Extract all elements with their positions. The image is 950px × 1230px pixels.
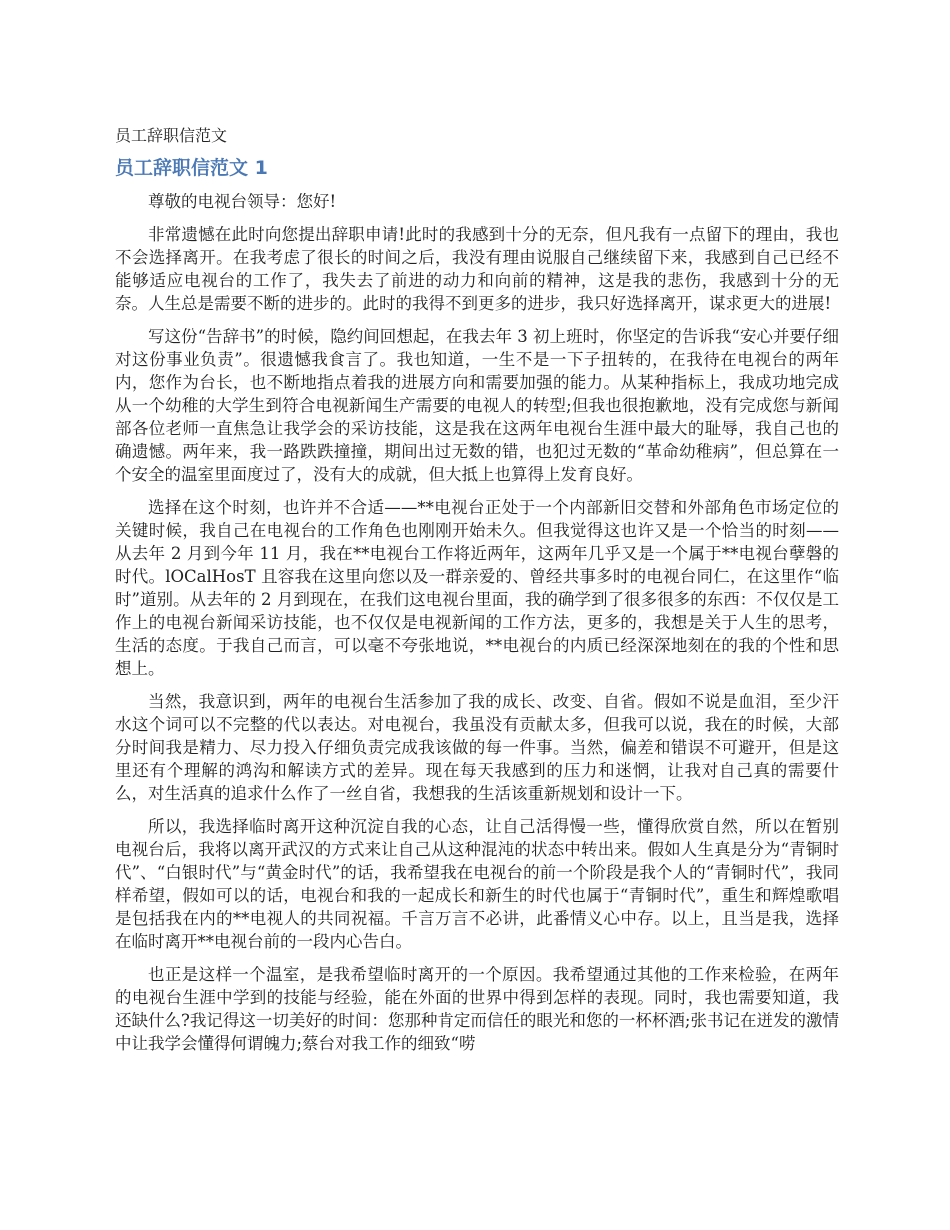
body-paragraph: 也正是这样一个温室，是我希望临时离开的一个原因。我希望通过其他的工作来检验，在两年的电视台生涯中学到的技能与经验，能在外面的世界中得到怎样的表现。同时，我也需要知道，我还缺什么?我记得这一切美好的时间：您那种肯定而信任的眼光和您的一杯杯酒;张书记在迸发的激情中让我学会懂得何谓魄力;蔡台对我工作的细致“唠 [115, 965, 839, 1053]
body-paragraph: 非常遗憾在此时向您提出辞职申请!此时的我感到十分的无奈，但凡我有一点留下的理由，我也不会选择离开。在我考虑了很长的时间之后，我没有理由说服自己继续留下来，我感到自己已经不能够适应电视台的工作了，我失去了前进的动力和向前的精神，这是我的悲伤，我感到十分的无奈。人生总是需要不断的进步的。此时的我得不到更多的进步，我只好选择离开，谋求更大的进展! [115, 225, 839, 313]
document-page [115, 122, 839, 1065]
body-paragraph: 选择在这个时刻，也许并不合适——**电视台正处于一个内部新旧交替和外部角色市场定位的关键时候，我自己在电视台的工作角色也刚刚开始未久。但我觉得这也许又是一个恰当的时刻——从去年 2 月到今年 11 月，我在**电视台工作将近两年，这两年几乎又是一个属于**电视台孽磐的时代。lOCalHosT 且容我在这里向您以及一群亲爱的、曾经共事多时的电视台同仁，在这里作“临时”道别。从去年的 2 月到现在，在我们这电视台里面，我的确学到了很多很多的东西：不仅仅是工作上的电视台新闻采访技能，也不仅仅是电视新闻的工作方法，更多的，我想是关于人生的思考，生活的态度。于我自己而言，可以毫不夸张地说，**电视台的内质已经深深地刻在的我的个性和思想上。 [115, 498, 839, 678]
salutation-paragraph: 尊敬的电视台领导：您好! [148, 192, 337, 211]
body-paragraph: 所以，我选择临时离开这种沉淀自我的心态，让自己活得慢一些，懂得欣赏自然，所以在暂别电视台后，我将以离开武汉的方式来让自己从这种混沌的状态中转出来。假如人生真是分为“青铜时代”、“白银时代”与“黄金时代”的话，我希望我在电视台的前一个阶段是我个人的“青铜时代”，我同样希望，假如可以的话，电视台和我的一起成长和新生的时代也属于“青铜时代”，重生和辉煌歌唱是包括我在内的**电视人的共同祝福。千言万言不必讲，此番情义心中存。以上，且当是我，选择在临时离开**电视台前的一段内心告白。 [115, 817, 839, 951]
section-heading: 员工辞职信范文 1 [115, 157, 268, 179]
body-paragraph: 当然，我意识到，两年的电视台生活参加了我的成长、改变、自省。假如不说是血泪，至少汗水这个词可以不完整的代以表达。对电视台，我虽没有贡献太多，但我可以说，我在的时候，大部分时间我是精力、尽力投入仔细负责完成我该做的每一件事。当然，偏差和错误不可避开，但是这里还有个理解的鸿沟和解读方式的差异。现在每天我感到的压力和迷惘，让我对自己真的需要什么，对生活真的追求什么作了一丝自省，我想我的生活该重新规划和设计一下。 [115, 692, 839, 803]
document-title: 员工辞职信范文 [115, 126, 228, 145]
body-paragraph: 写这份“告辞书”的时候，隐约间回想起，在我去年 3 初上班时，你坚定的告诉我“安心并要仔细对这份事业负责”。很遗憾我食言了。我也知道，一生不是一下子扭转的，在我待在电视台的两年内，您作为台长，也不断地指点着我的进展方向和需要加强的能力。从某种指标上，我成功地完成从一个幼稚的大学生到符合电视新闻生产需要的电视人的转型;但我也很抱歉地，没有完成您与新闻部各位老师一直焦急让我学会的采访技能，这是我在这两年电视台生涯中最大的耻辱，我自己也的确遗憾。两年来，我一路跌跌撞撞，期间出过无数的错，也犯过无数的“革命幼稚病”，但总算在一个安全的温室里面度过了，没有大的成就，但大抵上也算得上发育良好。 [115, 327, 839, 484]
